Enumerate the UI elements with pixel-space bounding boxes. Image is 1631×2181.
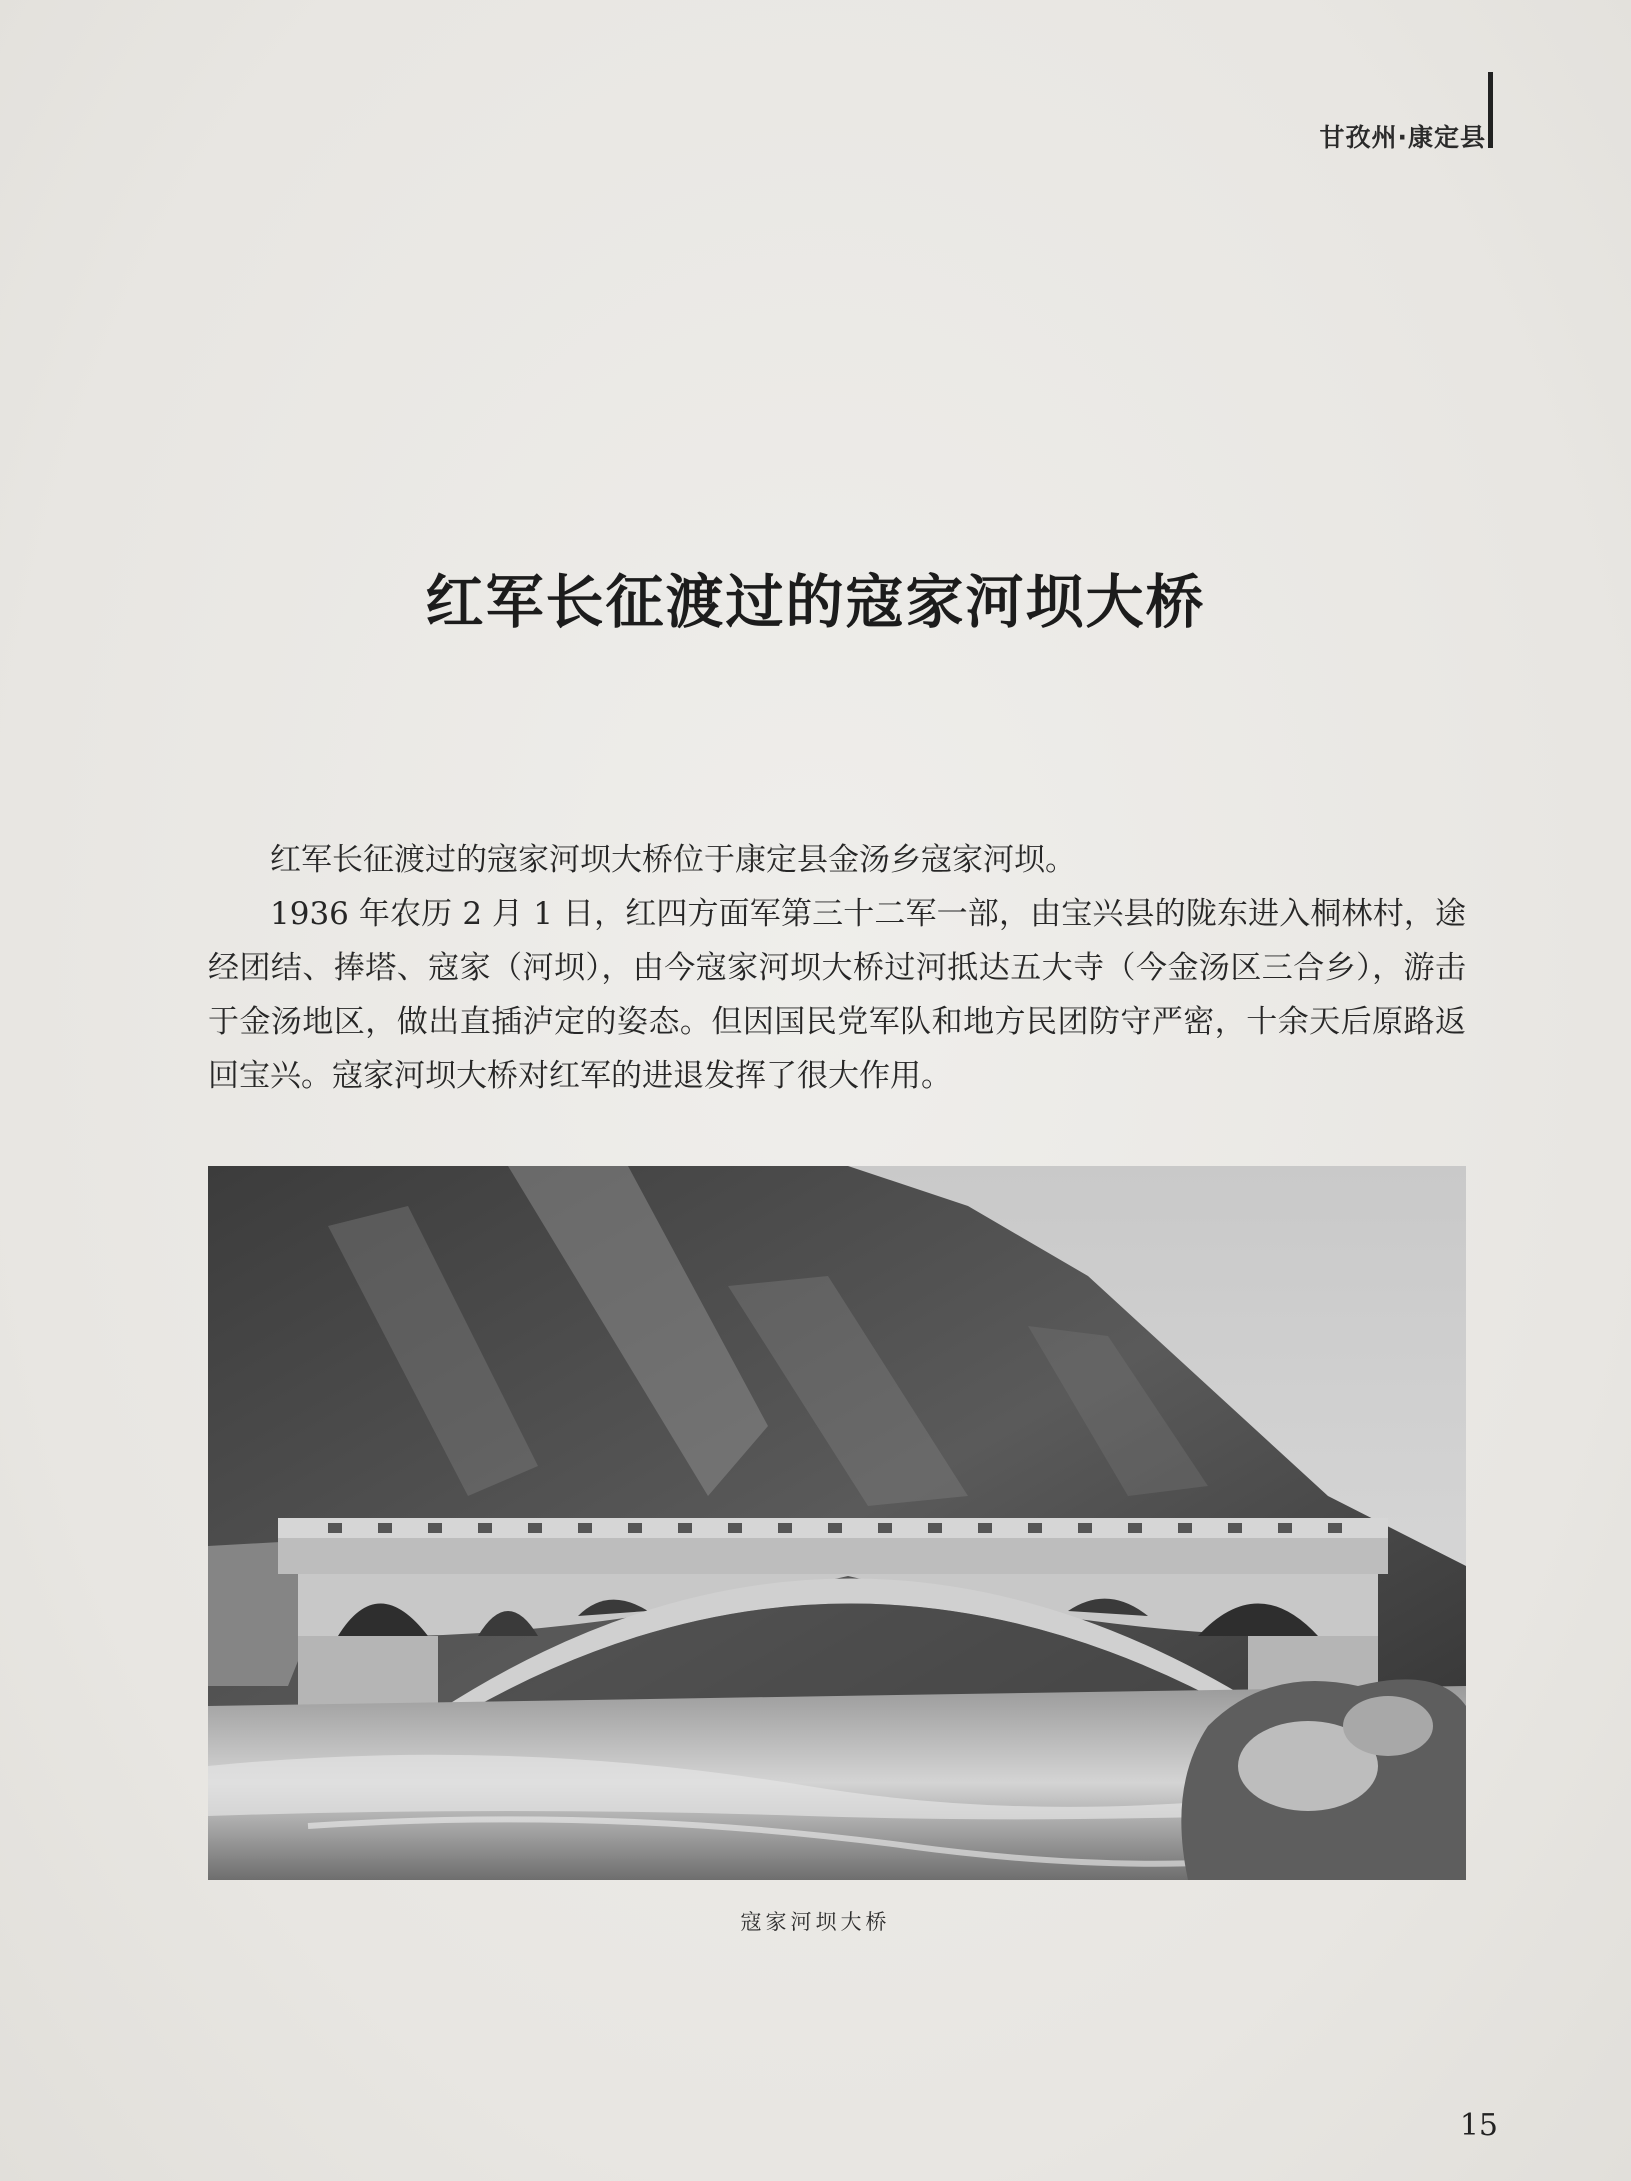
photo-caption: 寇家河坝大桥 xyxy=(740,1910,891,1934)
page-number: 15 xyxy=(1459,2108,1498,2143)
paragraph: 1936 年农历 2 月 1 日，红四方面军第三十二军一部，由宝兴县的陇东进入桐林村，途经团结、捧塔、寇家（河坝），由今寇家河坝大桥过河抵达五大寺（今金汤区三合乡），游击于金汤地区，做出直插泸定的姿态。但因国民党军队和地方民团防守严密，十余天后原路返回宝兴。寇家河坝大桥对红军的进退发挥了很大作用。 xyxy=(208,896,1466,1094)
article-body xyxy=(208,833,1466,1103)
running-head: 甘孜州·康定县 xyxy=(1319,123,1486,152)
article-title: 红军长征渡过的寇家河坝大桥 xyxy=(425,568,1206,636)
bridge-photo xyxy=(208,1166,1466,1880)
paragraph: 红军长征渡过的寇家河坝大桥位于康定县金汤乡寇家河坝。 xyxy=(270,842,1076,878)
header-rule xyxy=(1488,72,1493,148)
